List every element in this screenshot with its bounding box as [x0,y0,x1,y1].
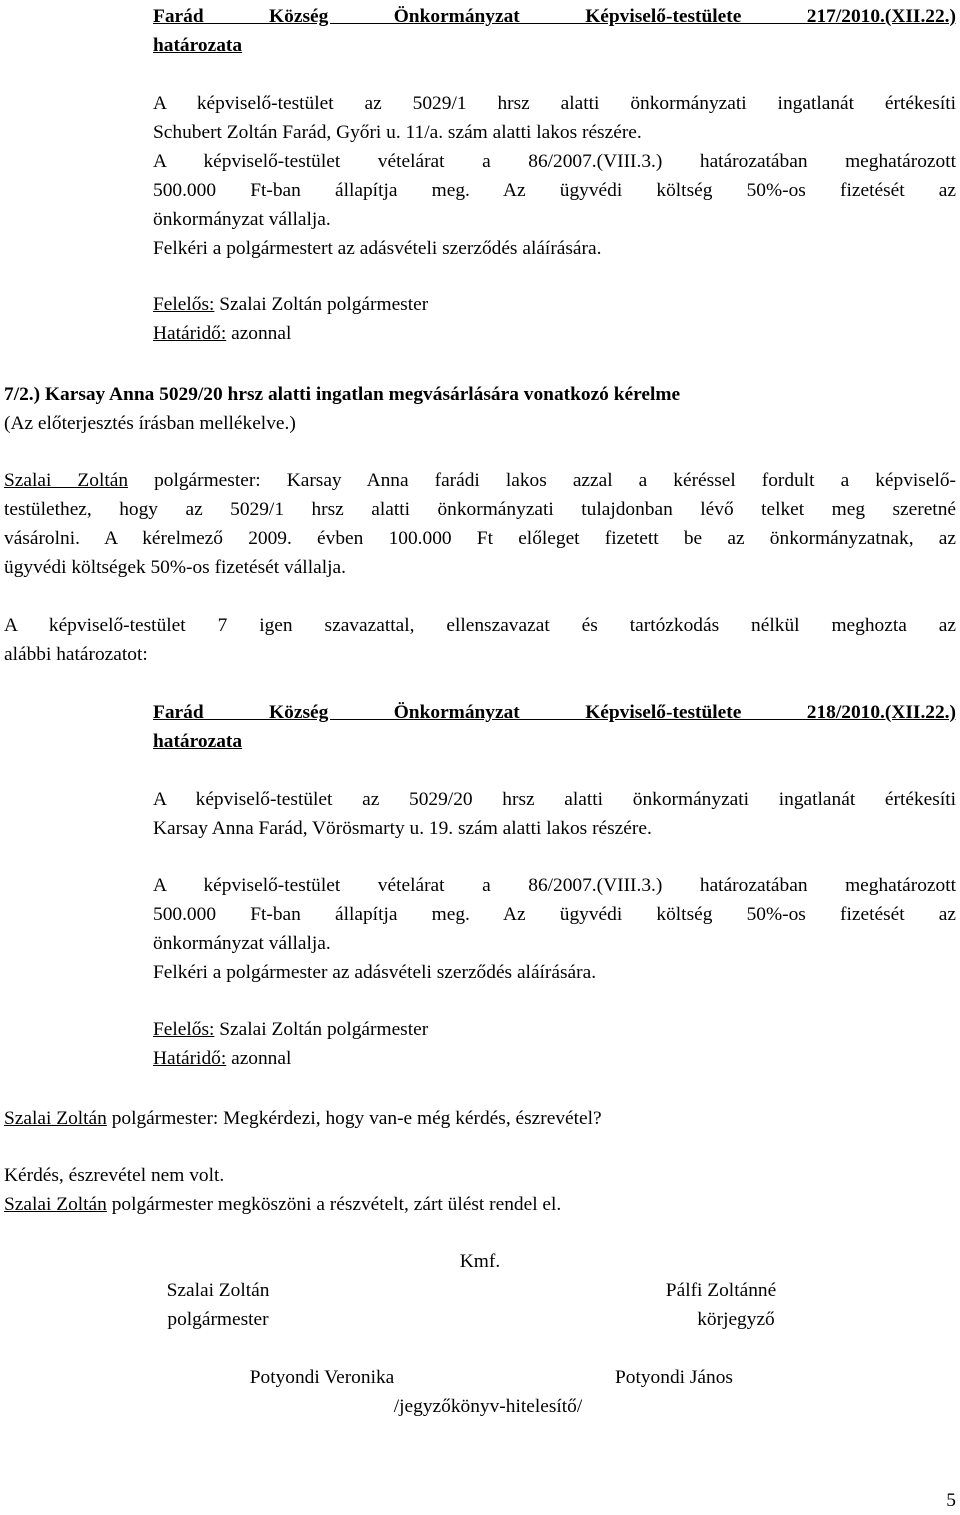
no-questions: Kérdés, észrevétel nem volt. [4,1165,225,1186]
resolution-217-sale: A képviselő-testület az 5029/1 hrsz alatti önkormányzati ingatlanát értékesíti [153,93,956,114]
closing-end [4,1161,956,1219]
resolution-218-sale-cont: Karsay Anna Farád, Vörösmarty u. 19. szám alatti lakos részére. [153,818,652,839]
resolution-217-price: A képviselő-testület vételárat a 86/2007.(VIII.3.) határozatában meghatározott [153,151,956,172]
authenticator-2-name: Potyondi János [615,1367,733,1388]
item-7-2-note: (Az előterjesztés írásban mellékelve.) [4,413,296,434]
vote-line-1: A képviselő-testület 7 igen szavazattal, ellenszavazat és tartózkodás nélkül meghozta az [4,615,956,636]
responsible-value: Szalai Zoltán polgármester [214,1019,429,1040]
resolution-218-price-cont: 500.000 Ft-ban állapítja meg. Az ügyvédi költség 50%-os fizetését az [153,904,956,925]
deadline-value: azonnal [226,1048,292,1069]
speech-line-1 [4,466,956,495]
resolution-217-responsibility [153,290,956,348]
closing-text: polgármester: Megkérdezi, hogy van-e még kérdés, észrevétel? [106,1108,602,1129]
resolution-217-title-cont: határozata [153,35,243,56]
vote-line-2: alábbi határozatot: [4,644,148,665]
closing-line-1 [4,1104,956,1133]
responsible-line [153,290,956,319]
responsible-label: Felelős: [153,294,215,315]
item-7-2 [4,380,956,438]
authenticator-title: /jegyzőkönyv-hitelesítő/ [393,1396,583,1417]
resolution-217-title: Farád Község Önkormányzat Képviselő-testülete 217/2010.(XII.22.) [153,6,956,27]
deadline-label: Határidő: [153,1048,227,1069]
resolution-217-sale-cont: Schubert Zoltán Farád, Győri u. 11/a. szám alatti lakos részére. [153,122,642,143]
notary-title: körjegyző [697,1309,775,1330]
closing-line-2 [4,1190,956,1219]
resolution-218-responsibility [153,1015,956,1073]
responsible-value: Szalai Zoltán polgármester [214,294,429,315]
item-7-2-speech [4,466,956,582]
resolution-218-request: Felkéri a polgármester az adásvételi szerződés aláírására. [153,962,597,983]
closing-question [4,1104,956,1133]
resolution-218-title: Farád Község Önkormányzat Képviselő-testülete 218/2010.(XII.22.) [153,702,956,723]
responsible-line [153,1015,956,1044]
speaker-name: Szalai Zoltán [4,1194,107,1215]
resolution-218 [153,698,956,756]
mayor-title: polgármester [167,1309,269,1330]
resolution-218-price [153,871,956,987]
resolution-218-price-line: A képviselő-testület vételárat a 86/2007.(VIII.3.) határozatában meghatározott [153,875,956,896]
resolution-218-sale-line: A képviselő-testület az 5029/20 hrsz alatti önkormányzati ingatlanát értékesíti [153,789,956,810]
responsible-label: Felelős: [153,1019,215,1040]
speech-line-4: ügyvédi költségek 50%-os fizetését vállalja. [4,557,346,578]
deadline-line [153,1044,956,1073]
resolution-217 [153,2,956,60]
notary-name: Pálfi Zoltánné [665,1280,777,1301]
page-number: 5 [946,1490,956,1511]
closing-text: polgármester megköszöni a részvételt, zárt ülést rendel el. [106,1194,562,1215]
speech-line-3: vásárolni. A kérelmező 2009. évben 100.000 Ft előleget fizetett be az önkormányzatnak, az [4,528,956,549]
speaker-name: Szalai Zoltán [4,1108,107,1129]
speech-line-2: testülethez, hogy az 5029/1 hrsz alatti önkormányzati tulajdonban lévő telket meg szeretné [4,499,956,520]
speech-text: polgármester: Karsay Anna farádi lakos azzal a kéréssel fordult a képviselő- [128,470,956,491]
mayor-name: Szalai Zoltán [166,1280,270,1301]
kmf: Kmf. [459,1251,501,1272]
resolution-218-title-cont: határozata [153,731,243,752]
deadline-label: Határidő: [153,323,227,344]
deadline-value: azonnal [226,323,292,344]
vote-result [4,611,956,669]
speaker-name: Szalai Zoltán [4,470,129,491]
resolution-217-body [153,89,956,263]
resolution-218-price-cont2: önkormányzat vállalja. [153,933,331,954]
resolution-217-price-cont: 500.000 Ft-ban állapítja meg. Az ügyvédi költség 50%-os fizetését az [153,180,956,201]
deadline-line [153,319,956,348]
resolution-218-sale [153,785,956,843]
resolution-217-request: Felkéri a polgármestert az adásvételi szerződés aláírására. [153,238,602,259]
item-7-2-heading: 7/2.) Karsay Anna 5029/20 hrsz alatti ingatlan megvásárlására vonatkozó kérelme [4,384,681,405]
authenticator-1-name: Potyondi Veronika [249,1367,395,1388]
resolution-217-price-cont2: önkormányzat vállalja. [153,209,331,230]
